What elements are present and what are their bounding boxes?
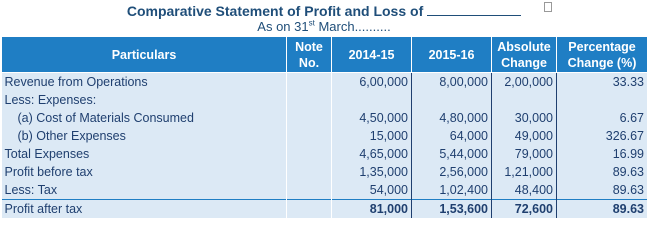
row-percentage-change: 89.63: [557, 163, 648, 181]
row-value-2015-16: 4,80,000: [412, 109, 492, 127]
table-header-row: [2, 37, 648, 73]
row-note: [287, 127, 332, 145]
row-note: [287, 109, 332, 127]
row-absolute-change: 48,400: [492, 181, 557, 200]
header-percentage-change: Percentage Change (%): [557, 37, 648, 73]
comparative-table: [1, 36, 648, 218]
row-percentage-change: 89.63: [557, 200, 648, 219]
row-percentage-change: 6.67: [557, 109, 648, 127]
row-value-2014-15: 15,000: [332, 127, 412, 145]
row-note: [287, 200, 332, 219]
table-row: [2, 181, 648, 200]
row-absolute-change: 30,000: [492, 109, 557, 127]
row-percentage-change: 33.33: [557, 73, 648, 92]
row-note: [287, 181, 332, 200]
row-value-2015-16: 8,00,000: [412, 73, 492, 92]
row-value-2014-15: [332, 91, 412, 109]
row-label: (a) Cost of Materials Consumed: [2, 109, 287, 127]
row-percentage-change: [557, 91, 648, 109]
row-label: Less: Expenses:: [2, 91, 287, 109]
row-label: (b) Other Expenses: [2, 127, 287, 145]
table-row: [2, 109, 648, 127]
row-absolute-change: [492, 91, 557, 109]
checkbox-icon: [544, 2, 552, 12]
row-label: Profit before tax: [2, 163, 287, 181]
row-value-2015-16: 5,44,000: [412, 145, 492, 163]
table-row: [2, 163, 648, 181]
row-value-2014-15: 6,00,000: [332, 73, 412, 92]
row-value-2015-16: 2,56,000: [412, 163, 492, 181]
row-absolute-change: 79,000: [492, 145, 557, 163]
row-note: [287, 163, 332, 181]
table-row: [2, 73, 648, 92]
header-particulars: Particulars: [2, 37, 287, 73]
row-value-2015-16: [412, 91, 492, 109]
row-value-2014-15: 54,000: [332, 181, 412, 200]
row-note: [287, 91, 332, 109]
row-absolute-change: 72,600: [492, 200, 557, 219]
title-blank-line: [427, 3, 521, 16]
row-value-2014-15: 4,65,000: [332, 145, 412, 163]
row-value-2015-16: 1,53,600: [412, 200, 492, 219]
header-note-no: Note No.: [287, 37, 332, 73]
table-row: [2, 127, 648, 145]
row-label: Revenue from Operations: [2, 73, 287, 92]
table-row: [2, 91, 648, 109]
row-value-2015-16: 1,02,400: [412, 181, 492, 200]
table-row: [2, 200, 648, 219]
row-value-2014-15: 1,35,000: [332, 163, 412, 181]
row-label: Profit after tax: [2, 200, 287, 219]
row-absolute-change: 2,00,000: [492, 73, 557, 92]
row-note: [287, 73, 332, 92]
row-value-2015-16: 64,000: [412, 127, 492, 145]
subtitle-superscript: st: [308, 18, 315, 28]
row-percentage-change: 326.67: [557, 127, 648, 145]
row-label: Less: Tax: [2, 181, 287, 200]
header-absolute-change: Absolute Change: [492, 37, 557, 73]
header-year-2015-16: 2015-16: [412, 37, 492, 73]
table-row: [2, 145, 648, 163]
row-value-2014-15: 4,50,000: [332, 109, 412, 127]
header-year-2014-15: 2014-15: [332, 37, 412, 73]
row-percentage-change: 16.99: [557, 145, 648, 163]
row-value-2014-15: 81,000: [332, 200, 412, 219]
row-label: Total Expenses: [2, 145, 287, 163]
subtitle-rest: March..........: [314, 19, 391, 34]
row-absolute-change: 49,000: [492, 127, 557, 145]
row-absolute-change: 1,21,000: [492, 163, 557, 181]
row-percentage-change: 89.63: [557, 181, 648, 200]
subtitle-text: As on 31: [257, 19, 309, 34]
statement-title-text: Comparative Statement of Profit and Loss of: [126, 3, 424, 19]
statement-subtitle: [0, 19, 648, 35]
row-note: [287, 145, 332, 163]
